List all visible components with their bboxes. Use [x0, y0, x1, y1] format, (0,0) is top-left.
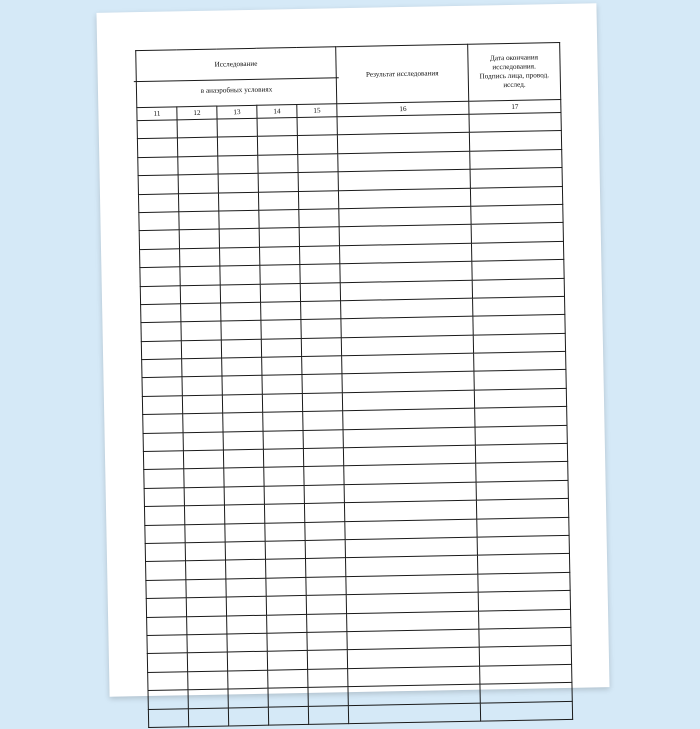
table-cell[interactable] — [182, 395, 222, 414]
table-cell[interactable] — [224, 504, 264, 523]
table-cell[interactable] — [227, 615, 267, 634]
table-cell[interactable] — [141, 304, 181, 323]
table-cell[interactable] — [348, 703, 480, 724]
table-cell[interactable] — [142, 377, 182, 396]
table-cell[interactable] — [183, 432, 223, 451]
table-cell[interactable] — [186, 579, 226, 598]
table-cell[interactable] — [477, 535, 569, 555]
table-cell[interactable] — [140, 267, 180, 286]
table-cell[interactable] — [141, 322, 181, 341]
table-cell[interactable] — [222, 394, 262, 413]
table-cell[interactable] — [138, 193, 178, 212]
table-cell[interactable] — [227, 652, 267, 671]
table-body — [137, 112, 573, 727]
table-cell[interactable] — [303, 411, 343, 430]
table-cell[interactable] — [298, 172, 338, 191]
table-cell[interactable] — [185, 524, 225, 543]
table-cell[interactable] — [304, 485, 344, 504]
table-cell[interactable] — [224, 486, 264, 505]
table-cell[interactable] — [478, 572, 570, 592]
column-number-17: 17 — [469, 99, 561, 114]
table-cell[interactable] — [479, 646, 571, 666]
table-cell[interactable] — [184, 468, 224, 487]
table-cell[interactable] — [263, 412, 303, 431]
table-cell[interactable] — [143, 432, 183, 451]
table-cell[interactable] — [300, 282, 340, 301]
header-cell-issledovanie — [136, 47, 337, 108]
table-cell[interactable] — [187, 634, 227, 653]
table-cell[interactable] — [266, 596, 306, 615]
table-cell[interactable] — [259, 209, 299, 228]
table-cell[interactable] — [476, 462, 568, 482]
table-cell[interactable] — [307, 650, 347, 669]
table-cell[interactable] — [303, 448, 343, 467]
column-number-14: 14 — [257, 105, 297, 119]
table-cell[interactable] — [262, 357, 302, 376]
research-journal-table — [135, 42, 573, 728]
table-cell[interactable] — [140, 249, 180, 268]
header-data-line1: Дата окончания исследования. — [489, 53, 539, 72]
table-cell[interactable] — [308, 668, 348, 687]
table-cell[interactable] — [228, 707, 268, 726]
table-cell[interactable] — [479, 627, 571, 647]
table-cell[interactable] — [470, 168, 562, 188]
table-cell[interactable] — [220, 247, 260, 266]
table-cell[interactable] — [308, 687, 348, 706]
table-cell[interactable] — [469, 131, 561, 151]
header-row — [136, 42, 561, 107]
table-cell[interactable] — [180, 248, 220, 267]
table-cell[interactable] — [299, 209, 339, 228]
table-cell[interactable] — [148, 671, 188, 690]
table-cell[interactable] — [297, 117, 337, 136]
table-cell[interactable] — [180, 285, 220, 304]
table-cell[interactable] — [139, 212, 179, 231]
table-cell[interactable] — [148, 708, 188, 727]
form-table-container — [135, 42, 572, 728]
table-cell[interactable] — [301, 319, 341, 338]
table-cell[interactable] — [305, 521, 345, 540]
table-cell[interactable] — [267, 651, 307, 670]
table-cell[interactable] — [225, 541, 265, 560]
table-cell[interactable] — [306, 576, 346, 595]
table-cell[interactable] — [297, 135, 337, 154]
table-cell[interactable] — [473, 333, 565, 353]
table-cell[interactable] — [261, 301, 301, 320]
table-cell[interactable] — [139, 230, 179, 249]
table-cell[interactable] — [303, 429, 343, 448]
table-cell[interactable] — [470, 149, 562, 169]
table-cell[interactable] — [145, 543, 185, 562]
table-cell[interactable] — [300, 264, 340, 283]
table-cell[interactable] — [307, 613, 347, 632]
table-cell[interactable] — [219, 210, 259, 229]
column-number-15: 15 — [297, 104, 337, 118]
table-cell[interactable] — [226, 560, 266, 579]
table-cell[interactable] — [258, 154, 298, 173]
table-cell[interactable] — [183, 450, 223, 469]
table-cell[interactable] — [301, 337, 341, 356]
table-cell[interactable] — [228, 670, 268, 689]
table-cell[interactable] — [480, 701, 572, 721]
header-rezultat-label: Результат исследования — [365, 68, 439, 79]
table-cell[interactable] — [263, 449, 303, 468]
table-cell[interactable] — [471, 241, 563, 261]
table-cell[interactable] — [142, 359, 182, 378]
table-cell[interactable] — [471, 204, 563, 224]
table-cell[interactable] — [186, 560, 226, 579]
table-cell[interactable] — [224, 468, 264, 487]
table-cell[interactable] — [144, 469, 184, 488]
table-cell[interactable] — [260, 265, 300, 284]
table-cell[interactable] — [144, 488, 184, 507]
table-cell[interactable] — [183, 413, 223, 432]
table-cell[interactable] — [262, 375, 302, 394]
table-cell[interactable] — [260, 246, 300, 265]
table-cell[interactable] — [181, 303, 221, 322]
table-cell[interactable] — [304, 503, 344, 522]
table-cell[interactable] — [268, 706, 308, 725]
table-cell[interactable] — [473, 296, 565, 316]
table-cell[interactable] — [141, 340, 181, 359]
table-cell[interactable] — [472, 278, 564, 298]
table-cell[interactable] — [475, 425, 567, 445]
table-cell[interactable] — [222, 357, 262, 376]
table-cell[interactable] — [301, 301, 341, 320]
table-cell[interactable] — [268, 669, 308, 688]
table-cell[interactable] — [138, 157, 178, 176]
table-cell[interactable] — [181, 321, 221, 340]
table-cell[interactable] — [268, 688, 308, 707]
table-cell[interactable] — [306, 595, 346, 614]
table-cell[interactable] — [473, 315, 565, 335]
table-cell[interactable] — [146, 598, 186, 617]
table-cell[interactable] — [222, 376, 262, 395]
table-cell[interactable] — [228, 688, 268, 707]
table-cell[interactable] — [260, 283, 300, 302]
table-cell[interactable] — [475, 443, 567, 463]
table-cell[interactable] — [138, 175, 178, 194]
table-cell[interactable] — [480, 664, 572, 684]
table-cell[interactable] — [226, 578, 266, 597]
table-cell[interactable] — [147, 653, 187, 672]
table-cell[interactable] — [305, 540, 345, 559]
column-number-11: 11 — [137, 107, 177, 121]
table-cell[interactable] — [187, 616, 227, 635]
table-cell[interactable] — [227, 633, 267, 652]
table-cell[interactable] — [477, 517, 569, 537]
table-cell[interactable] — [185, 542, 225, 561]
table-cell[interactable] — [221, 321, 261, 340]
table-cell[interactable] — [263, 430, 303, 449]
table-cell[interactable] — [477, 554, 569, 574]
table-cell[interactable] — [266, 577, 306, 596]
table-cell[interactable] — [217, 137, 257, 156]
table-cell[interactable] — [181, 340, 221, 359]
table-cell[interactable] — [267, 614, 307, 633]
column-number-16: 16 — [337, 101, 469, 117]
table-cell[interactable] — [188, 689, 228, 708]
table-cell[interactable] — [148, 690, 188, 709]
table-cell[interactable] — [218, 192, 258, 211]
column-number-13: 13 — [217, 105, 257, 119]
table-cell[interactable] — [179, 211, 219, 230]
column-number-12: 12 — [177, 106, 217, 120]
table-cell[interactable] — [264, 467, 304, 486]
table-cell[interactable] — [302, 393, 342, 412]
table-cell[interactable] — [137, 138, 177, 157]
table-cell[interactable] — [177, 119, 217, 138]
header-cell-data-okonchaniya — [468, 42, 561, 101]
table-cell[interactable] — [298, 190, 338, 209]
table-cell[interactable] — [188, 671, 228, 690]
table-cell[interactable] — [221, 302, 261, 321]
table-cell[interactable] — [304, 466, 344, 485]
table-cell[interactable] — [223, 431, 263, 450]
table-cell[interactable] — [144, 506, 184, 525]
table-cell[interactable] — [143, 414, 183, 433]
table-cell[interactable] — [258, 191, 298, 210]
table-cell[interactable] — [223, 449, 263, 468]
paper-sheet — [96, 3, 609, 696]
table-cell[interactable] — [177, 137, 217, 156]
table-cell[interactable] — [261, 338, 301, 357]
table-cell[interactable] — [178, 156, 218, 175]
table-cell[interactable] — [299, 227, 339, 246]
table-cell[interactable] — [223, 412, 263, 431]
table-cell[interactable] — [184, 505, 224, 524]
table-cell[interactable] — [182, 358, 222, 377]
table-cell[interactable] — [474, 351, 566, 371]
table-cell[interactable] — [299, 245, 339, 264]
table-cell[interactable] — [143, 451, 183, 470]
table-cell[interactable] — [178, 193, 218, 212]
table-cell[interactable] — [219, 229, 259, 248]
table-cell[interactable] — [267, 632, 307, 651]
table-cell[interactable] — [259, 228, 299, 247]
table-cell[interactable] — [474, 370, 566, 390]
header-issledovanie-line1: Исследование — [133, 58, 338, 82]
table-cell[interactable] — [257, 118, 297, 137]
table-cell[interactable] — [262, 393, 302, 412]
table-cell[interactable] — [226, 596, 266, 615]
table-cell[interactable] — [302, 374, 342, 393]
table-cell[interactable] — [145, 524, 185, 543]
table-cell[interactable] — [307, 632, 347, 651]
table-cell[interactable] — [220, 265, 260, 284]
header-issledovanie-line2: в анаэробных условиях — [200, 85, 273, 95]
table-cell[interactable] — [184, 487, 224, 506]
table-cell[interactable] — [476, 499, 568, 519]
table-cell[interactable] — [182, 376, 222, 395]
table-cell[interactable] — [472, 260, 564, 280]
table-cell[interactable] — [186, 597, 226, 616]
table-cell[interactable] — [258, 173, 298, 192]
table-cell[interactable] — [474, 388, 566, 408]
table-cell[interactable] — [220, 284, 260, 303]
table-cell[interactable] — [137, 120, 177, 139]
table-header — [136, 42, 561, 120]
table-cell[interactable] — [225, 523, 265, 542]
header-cell-rezultat — [336, 44, 469, 104]
table-cell[interactable] — [217, 118, 257, 137]
table-cell[interactable] — [218, 173, 258, 192]
table-cell[interactable] — [302, 356, 342, 375]
table-cell[interactable] — [140, 285, 180, 304]
table-cell[interactable] — [180, 266, 220, 285]
table-cell[interactable] — [257, 136, 297, 155]
table-cell[interactable] — [187, 652, 227, 671]
table-cell[interactable] — [147, 635, 187, 654]
table-cell[interactable] — [470, 186, 562, 206]
table-cell[interactable] — [142, 396, 182, 415]
header-data-line2: Подпись лица, провод. исслед. — [479, 71, 550, 90]
table-cell[interactable] — [469, 112, 561, 132]
table-cell[interactable] — [188, 707, 228, 726]
table-cell[interactable] — [298, 154, 338, 173]
table-cell[interactable] — [265, 522, 305, 541]
table-cell[interactable] — [265, 540, 305, 559]
table-cell[interactable] — [475, 407, 567, 427]
table-cell[interactable] — [471, 223, 563, 243]
table-cell[interactable] — [306, 558, 346, 577]
table-cell[interactable] — [146, 580, 186, 599]
table-cell[interactable] — [218, 155, 258, 174]
table-cell[interactable] — [264, 485, 304, 504]
table-cell[interactable] — [146, 561, 186, 580]
table-cell[interactable] — [147, 616, 187, 635]
table-cell[interactable] — [179, 229, 219, 248]
table-cell[interactable] — [221, 339, 261, 358]
table-cell[interactable] — [478, 591, 570, 611]
table-cell[interactable] — [479, 609, 571, 629]
table-cell[interactable] — [476, 480, 568, 500]
table-cell[interactable] — [308, 705, 348, 724]
table-cell[interactable] — [261, 320, 301, 339]
table-cell[interactable] — [266, 559, 306, 578]
table-cell[interactable] — [264, 504, 304, 523]
table-cell[interactable] — [178, 174, 218, 193]
